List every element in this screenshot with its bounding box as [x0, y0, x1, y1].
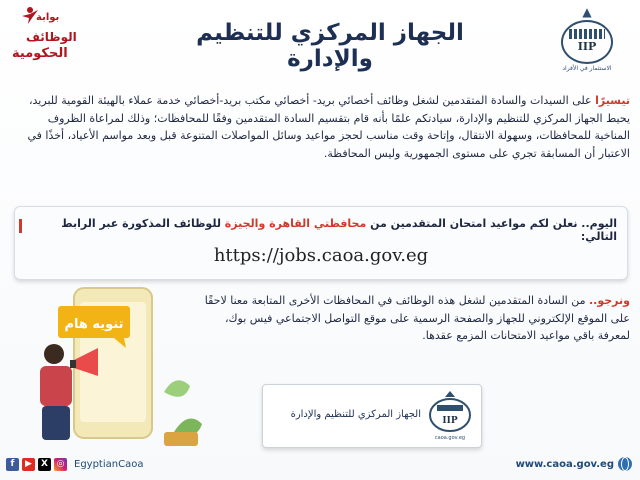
iip-caption: الاستثمار في الأفراد — [562, 65, 612, 72]
person-legs — [42, 406, 70, 440]
megaphone-illustration — [14, 282, 204, 452]
page-title: الجهاز المركزي للتنظيم والإدارة — [196, 20, 464, 72]
facebook-icon[interactable]: f — [6, 458, 19, 471]
iip-mark: IIP — [577, 40, 597, 53]
followup-accent: ونرجو.. — [589, 294, 630, 307]
caoa-stamp-card — [262, 384, 482, 448]
job-portal-logo — [6, 0, 84, 76]
person-head — [44, 344, 64, 364]
announcement-cities: محافظتي القاهرة والجيزة — [224, 217, 367, 230]
youtube-icon[interactable]: ▶ — [22, 458, 35, 471]
social-handle[interactable]: EgyptianCaoa — [74, 458, 144, 470]
globe-icon — [618, 457, 632, 471]
portal-logo-line1: بوابة — [36, 12, 60, 23]
accent-bar — [19, 219, 22, 233]
announcement-box — [14, 206, 628, 280]
notice-sign-text: تنويه هام — [64, 317, 124, 332]
card-org-name: الجهاز المركزي للتنظيم والإدارة — [290, 409, 421, 420]
iip-logo — [552, 6, 622, 70]
person-body — [40, 366, 72, 406]
intro-text: على السيدات والسادة المتقدمين لشغل وظائف أخصائي بريد- أخصائي مكتب بريد-أخصائي خدمة عملاء بالهيئة القومية للبريد، يحيط الجهاز المركزي للتنظيم والإدارة، سيادتكم علمًا بأنه قام بتقسيم السادة المتقدمين وفقًا للمحافظات؛ وذلك لمراعاة الظروف المناخية للمحافظات، وسهولة الانتقال، وإتاحة وقت مناسب لحجز مواعيد وسائل المواصلات المتنوعة قبل وبعد مواسم الأعياد، أخذًا في الاعتبار أن المسابقة تجري على مستوى الجمهورية وليس المحافظة. — [27, 94, 630, 160]
svg-text:IIP: IIP — [442, 416, 458, 426]
instagram-icon[interactable]: ◎ — [54, 458, 67, 471]
jobs-link[interactable]: https://jobs.caoa.gov.eg — [213, 245, 429, 266]
website-link — [516, 456, 632, 472]
announcement-text — [25, 217, 617, 243]
social-links — [6, 456, 143, 472]
eagle-icon: ▲ — [582, 5, 592, 19]
announcement-prefix: اليوم.. نعلن لكم مواعيد امتحان المتقدمين من — [370, 217, 617, 230]
followup-text: من السادة المتقدمين لشغل هذه الوظائف في المحافظات الأخرى المتابعة معنا لاحقًا على الموقع الإلكتروني للجهاز والصفحة الرسمية على موقع التواصل الاجتماعي فيس بوك، لمعرفة باقي مواعيد الامتحانات المزمع عقدها. — [204, 294, 630, 342]
portal-logo-line3: الحكومية — [12, 46, 68, 61]
followup-paragraph — [190, 292, 630, 345]
intro-accent: تيسيرًا — [595, 94, 630, 107]
intro-paragraph — [12, 92, 630, 162]
announcement-suffix: للوظائف المذكورة عبر الرابط التالي: — [61, 217, 617, 243]
trees-icon — [569, 29, 605, 39]
caoa-logo-icon — [427, 389, 473, 441]
portal-logo-line2: الوظائف — [26, 30, 77, 44]
x-icon[interactable]: X — [38, 458, 51, 471]
svg-text:caoa.gov.eg: caoa.gov.eg — [434, 435, 466, 441]
plant-leaf-icon — [164, 380, 190, 397]
iip-emblem — [561, 20, 613, 64]
website-url[interactable]: www.caoa.gov.eg — [515, 458, 614, 470]
plant-pot — [164, 432, 198, 446]
